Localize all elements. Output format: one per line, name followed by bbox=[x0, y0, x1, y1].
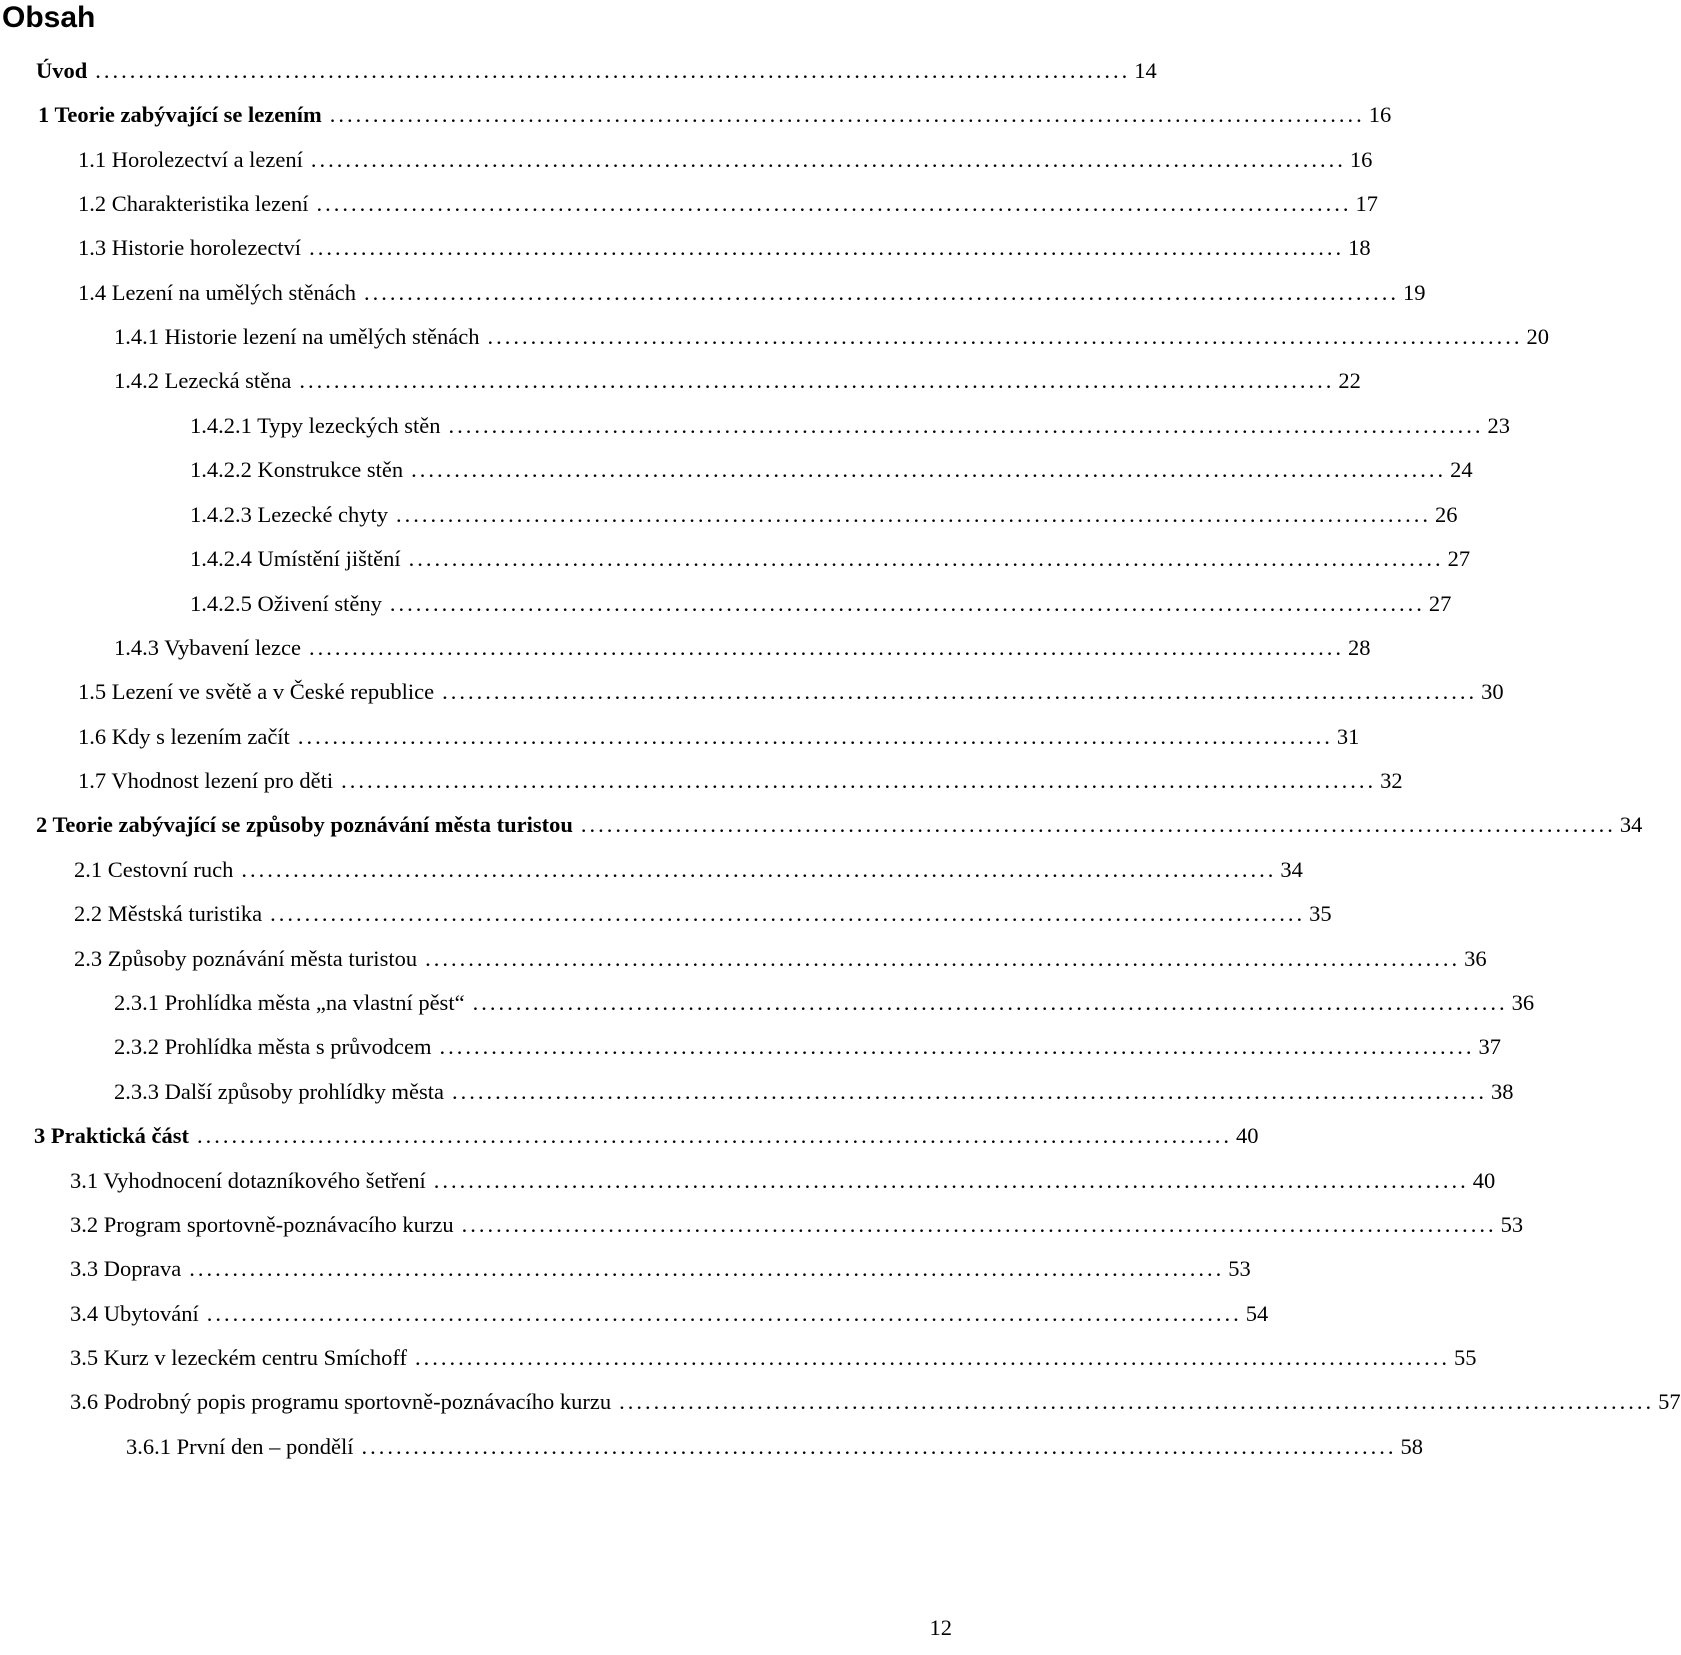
toc-entry-title: 2.3.2 Prohlídka města s průvodcem bbox=[114, 1034, 432, 1059]
leader-dots: ........................................................................................................................ bbox=[364, 280, 1400, 305]
toc-entry-title: 3.6.1 První den – pondělí bbox=[126, 1434, 354, 1459]
leader-dots: ........................................................................................................................ bbox=[487, 324, 1523, 349]
toc-entry[interactable] bbox=[34, 1121, 1259, 1151]
leader-dots: ........................................................................................................................ bbox=[442, 679, 1478, 704]
toc-entry-title: 1.7 Vhodnost lezení pro děti bbox=[78, 768, 334, 793]
leader-dots: ........................................................................................................................ bbox=[408, 546, 1444, 571]
toc-entry-title: 1.2 Charakteristika lezení bbox=[78, 191, 309, 216]
leader-dots: ........................................................................................................................ bbox=[196, 1123, 1232, 1148]
toc-entry-page: 40 bbox=[1235, 1123, 1259, 1148]
toc-entry[interactable] bbox=[78, 766, 1403, 796]
leader-dots: ........................................................................................................................ bbox=[461, 1212, 1497, 1237]
toc-entry[interactable] bbox=[190, 455, 1473, 485]
leader-dots: ........................................................................................................................ bbox=[425, 946, 1461, 971]
toc-entry[interactable] bbox=[114, 366, 1361, 396]
toc-entry-page: 54 bbox=[1245, 1301, 1269, 1326]
toc-entry[interactable] bbox=[70, 1387, 1681, 1417]
leader-dots: ........................................................................................................................ bbox=[341, 768, 1377, 793]
leader-dots: ........................................................................................................................ bbox=[309, 635, 1345, 660]
toc-entry-title: 1.4 Lezení na umělých stěnách bbox=[78, 280, 357, 305]
leader-dots: ........................................................................................................................ bbox=[389, 591, 1425, 616]
toc-entry-page: 36 bbox=[1464, 946, 1487, 971]
toc-entry[interactable] bbox=[78, 145, 1373, 175]
toc-entry-title: Úvod bbox=[36, 58, 88, 83]
toc-entry-page: 34 bbox=[1280, 857, 1303, 882]
toc-entry-title: 1 Teorie zabývající se lezením bbox=[38, 102, 322, 127]
toc-entry-page: 24 bbox=[1450, 457, 1473, 482]
toc-entry-title: 2.3 Způsoby poznávání města turistou bbox=[74, 946, 418, 971]
toc-entry-title: 3 Praktická část bbox=[34, 1123, 189, 1148]
leader-dots: ........................................................................................................................ bbox=[451, 1079, 1487, 1104]
toc-entry[interactable] bbox=[70, 1299, 1269, 1329]
toc-entry[interactable] bbox=[78, 278, 1426, 308]
toc-entry[interactable] bbox=[36, 810, 1643, 840]
toc-entry[interactable] bbox=[38, 100, 1392, 130]
toc-entry-title: 1.4.2.2 Konstrukce stěn bbox=[190, 457, 404, 482]
toc-entry[interactable] bbox=[74, 855, 1303, 885]
leader-dots: ........................................................................................................................ bbox=[299, 368, 1335, 393]
page-number: 12 bbox=[929, 1615, 952, 1640]
leader-dots: ........................................................................................................................ bbox=[189, 1256, 1225, 1281]
toc-entry[interactable] bbox=[70, 1254, 1251, 1284]
leader-dots: ........................................................................................................................ bbox=[411, 457, 1447, 482]
toc-entry-title: 2 Teorie zabývající se způsoby poznávání města turistou bbox=[36, 812, 573, 837]
toc-entry-page: 17 bbox=[1355, 191, 1379, 216]
toc-entry-title: 3.1 Vyhodnocení dotazníkového šetření bbox=[70, 1168, 426, 1193]
toc-entry-page: 57 bbox=[1658, 1389, 1681, 1414]
toc-entry-page: 20 bbox=[1526, 324, 1550, 349]
toc-entry-page: 19 bbox=[1403, 280, 1426, 305]
leader-dots: ........................................................................................................................ bbox=[206, 1301, 1242, 1326]
toc-entry[interactable] bbox=[70, 1166, 1496, 1196]
toc-entry[interactable] bbox=[114, 1077, 1514, 1107]
toc-entry-page: 14 bbox=[1134, 58, 1157, 83]
toc-entry-page: 30 bbox=[1481, 679, 1504, 704]
toc-entry-page: 27 bbox=[1447, 546, 1471, 571]
toc-entry[interactable] bbox=[114, 322, 1550, 352]
toc-entry[interactable] bbox=[114, 1032, 1501, 1062]
toc-entry[interactable] bbox=[126, 1432, 1423, 1462]
toc-entry-page: 18 bbox=[1348, 235, 1371, 260]
toc-entry-title: 1.3 Historie horolezectví bbox=[78, 235, 302, 260]
leader-dots: ........................................................................................................................ bbox=[329, 102, 1365, 127]
toc-entry-page: 26 bbox=[1435, 502, 1458, 527]
toc-entry-page: 27 bbox=[1428, 591, 1452, 616]
toc-entry-page: 53 bbox=[1228, 1256, 1251, 1281]
leader-dots: ........................................................................................................................ bbox=[472, 990, 1508, 1015]
toc-entry-title: 1.4.2.1 Typy lezeckých stěn bbox=[190, 413, 441, 438]
toc-entry-page: 22 bbox=[1338, 368, 1361, 393]
leader-dots: ........................................................................................................................ bbox=[396, 502, 1432, 527]
toc-entry[interactable] bbox=[78, 677, 1504, 707]
toc-entry-title: 1.4.2.3 Lezecké chyty bbox=[190, 502, 389, 527]
toc-entry-title: 1.4.2.4 Umístění jištění bbox=[190, 546, 401, 571]
toc-entry-page: 23 bbox=[1487, 413, 1510, 438]
toc-entry[interactable] bbox=[190, 411, 1510, 441]
toc-entry-page: 35 bbox=[1309, 901, 1332, 926]
toc-entry-title: 3.6 Podrobný popis programu sportovně-poznávacího kurzu bbox=[70, 1389, 612, 1414]
toc-entry-title: 3.3 Doprava bbox=[70, 1256, 182, 1281]
toc-entry-title: 2.3.3 Další způsoby prohlídky města bbox=[114, 1079, 444, 1104]
toc-entry[interactable] bbox=[36, 56, 1157, 86]
toc-entry-title: 1.4.3 Vybavení lezce bbox=[114, 635, 302, 660]
toc-entry-page: 38 bbox=[1490, 1079, 1514, 1104]
toc-entry-title: 1.4.2.5 Oživení stěny bbox=[190, 591, 382, 616]
toc-entry-title: 1.5 Lezení ve světě a v České republice bbox=[78, 679, 435, 704]
toc-entry[interactable] bbox=[78, 233, 1371, 263]
toc-entry-title: 2.3.1 Prohlídka města „na vlastní pěst“ bbox=[114, 990, 465, 1015]
toc-entry-title: 3.4 Ubytování bbox=[70, 1301, 199, 1326]
toc-entry-title: 1.4.1 Historie lezení na umělých stěnách bbox=[114, 324, 480, 349]
toc-entry-page: 28 bbox=[1348, 635, 1371, 660]
toc-entry[interactable] bbox=[114, 633, 1371, 663]
toc-entry-title: 1.6 Kdy s lezením začít bbox=[78, 724, 290, 749]
leader-dots: ........................................................................................................................ bbox=[619, 1389, 1655, 1414]
toc-entry-page: 53 bbox=[1500, 1212, 1524, 1237]
leader-dots: ........................................................................................................................ bbox=[439, 1034, 1475, 1059]
toc-entry-page: 31 bbox=[1336, 724, 1360, 749]
leader-dots: ........................................................................................................................ bbox=[433, 1168, 1469, 1193]
leader-dots: ........................................................................................................................ bbox=[316, 191, 1352, 216]
leader-dots: ........................................................................................................................ bbox=[309, 235, 1345, 260]
leader-dots: ........................................................................................................................ bbox=[448, 413, 1484, 438]
leader-dots: ........................................................................................................................ bbox=[361, 1434, 1397, 1459]
toc-entry[interactable] bbox=[74, 899, 1332, 929]
leader-dots: ........................................................................................................................ bbox=[310, 147, 1346, 172]
toc-entry-page: 55 bbox=[1453, 1345, 1477, 1370]
toc-entry[interactable] bbox=[190, 589, 1452, 619]
leader-dots: ........................................................................................................................ bbox=[414, 1345, 1450, 1370]
toc-entry[interactable] bbox=[190, 500, 1458, 530]
toc-entry-page: 32 bbox=[1380, 768, 1403, 793]
leader-dots: ........................................................................................................................ bbox=[270, 901, 1306, 926]
toc-entry[interactable] bbox=[74, 944, 1487, 974]
toc-entry-page: 40 bbox=[1472, 1168, 1496, 1193]
toc-entry-title: 3.2 Program sportovně-poznávacího kurzu bbox=[70, 1212, 454, 1237]
leader-dots: ........................................................................................................................ bbox=[241, 857, 1277, 882]
toc-entry[interactable] bbox=[190, 544, 1471, 574]
toc-entry[interactable] bbox=[70, 1343, 1477, 1373]
toc-entry-page: 34 bbox=[1619, 812, 1643, 837]
toc-entry-page: 36 bbox=[1511, 990, 1535, 1015]
toc-entry-page: 58 bbox=[1400, 1434, 1423, 1459]
toc-entry[interactable] bbox=[70, 1210, 1524, 1240]
page-title: Obsah bbox=[2, 1, 96, 34]
leader-dots: ........................................................................................................................ bbox=[297, 724, 1333, 749]
toc-entry-page: 16 bbox=[1368, 102, 1392, 127]
toc-entry-title: 1.1 Horolezectví a lezení bbox=[78, 147, 303, 172]
toc-entry-title: 1.4.2 Lezecká stěna bbox=[114, 368, 292, 393]
toc-entry-title: 3.5 Kurz v lezeckém centru Smíchoff bbox=[70, 1345, 407, 1370]
toc-entry[interactable] bbox=[78, 189, 1379, 219]
toc-entry-title: 2.2 Městská turistika bbox=[74, 901, 263, 926]
leader-dots: ........................................................................................................................ bbox=[95, 58, 1131, 83]
toc-entry-title: 2.1 Cestovní ruch bbox=[74, 857, 234, 882]
toc-entry[interactable] bbox=[78, 722, 1360, 752]
toc-entry-page: 37 bbox=[1478, 1034, 1501, 1059]
toc-entry-page: 16 bbox=[1349, 147, 1373, 172]
toc-entry[interactable] bbox=[114, 988, 1535, 1018]
leader-dots: ........................................................................................................................ bbox=[580, 812, 1616, 837]
